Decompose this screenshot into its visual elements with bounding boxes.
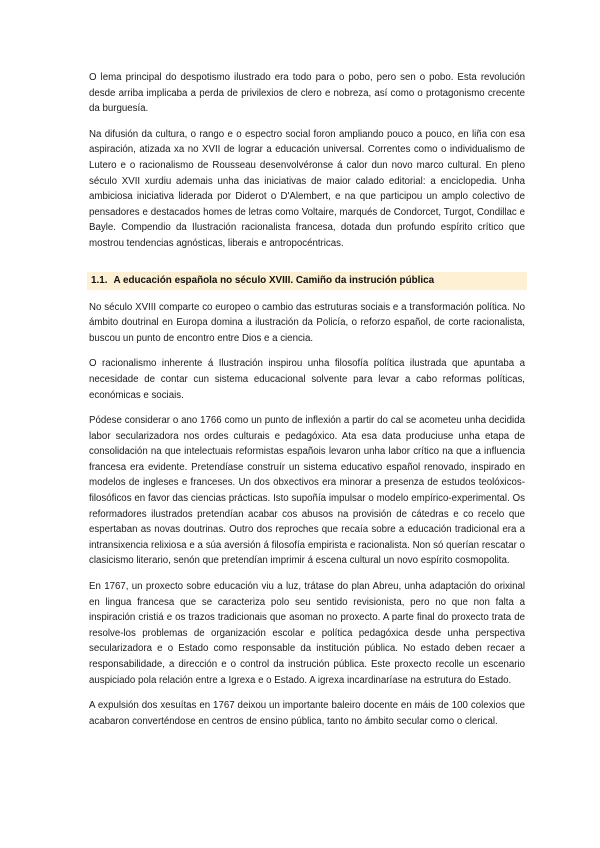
section-paragraph-1: No século XVIII comparte co europeo o cambio das estruturas sociais e a transformación política. No ámbito doutrinal en Europa domina a ilustración da Policía, o reforzo español, de corte racionalista, buscou un punto de encontro entre Dios e a ciencia. — [89, 301, 525, 344]
section-paragraph-3: Pódese considerar o ano 1766 como un punto de inflexión a partir do cal se acometeu unha decidida labor secularizadora nos ordes culturais e pedagóxico. Ata esa data produciuse unha etapa de consolidación na que intelectuais reformistas españois levaron unha labor crítico na que a influencia francesa era evidente. Pretendíase construír un sistema educativo español renovado, inspirado en modelos de ingleses e franceses. Un dos obxectivos era minorar a presenza de estudos teolóxicos-filosóficos en favor das ciencias prácticas. Isto supoñía impulsar o modelo empírico-experimental. Os reformadores ilustrados pretendían acabar cos abusos na provisión de cátedras e co recelo que espertaban as novas doutrinas. Outro dos reproches que recaía sobre a educación tradicional era a intransixencia relixiosa e a súa aversión á filosofía empirista e racionalista. Non só querían rescatar o clasicismo literario, senón que pretendían imprimir á escena cultural un novo espírito cosmopolita. — [89, 415, 525, 567]
section-paragraph-2: O racionalismo inherente á Ilustración inspirou unha filosofía política ilustrada que apuntaba a necesidade de contar cun sistema educacional solvente para levar a cabo reformas políticas, económicas e sociais. — [89, 358, 525, 401]
section-heading — [87, 272, 527, 290]
section-title: A educación española no século XVIII. Camiño da instrución pública — [113, 274, 435, 286]
section-paragraph-4: En 1767, un proxecto sobre educación viu a luz, trátase do plan Abreu, unha adaptación do orixinal en lingua francesa que se caracteriza polo seu sentido revisionista, pero no que non falta a inspiración cristiá e os trazos tradicionais que asoman no proxecto. A parte final do proxecto trata de resolve-los problemas de organización escolar e política pedagóxica desde unha perspectiva secularizadora e o Estado como responsable da institución pública. No estado deben recaer a responsabilidade, a dirección e o control da instrución pública. Este proxecto recolle un escenario auspiciado pola relación entre a Igrexa e o Estado. A igrexa incardinaríase na estrutura do Estado. — [89, 581, 525, 686]
intro-paragraph-1: O lema principal do despotismo ilustrado era todo para o pobo, pero sen o pobo. Esta revolución desde arriba implicaba a perda de privilexios de clero e nobreza, así como o protagonismo crecente da burguesía. — [89, 72, 525, 115]
section-paragraph-5: A expulsión dos xesuítas en 1767 deixou un importante baleiro docente en máis de 100 colexios que acabaron converténdose en centros de ensino pública, tanto no ámbito secular como o clerical. — [89, 700, 525, 727]
intro-paragraph-2: Na difusión da cultura, o rango e o espectro social foron ampliando pouco a pouco, en liña con esa aspiración, atizada xa no XVII de lograr a educación universal. Correntes como o individualismo de Lutero e o racionalismo de Rousseau desenvolvéronse á calor dun novo marco cultural. En pleno século XVII xurdiu ademais unha das iniciativas de maior calado editorial: a enciclopedia. Unha ambiciosa iniciativa liderada por Diderot o D'Alembert, e na que participou un amplo colectivo de pensadores e destacados homes de letras como Voltaire, marqués de Condorcet, Turgot, Condillac e Bayle. Compendio da Ilustración racionalista francesa, dotada dun profundo espírito crítico que mostrou tendencias agnósticas, liberais e antropocéntricas. — [89, 128, 525, 249]
section-number: 1.1. — [91, 274, 108, 286]
